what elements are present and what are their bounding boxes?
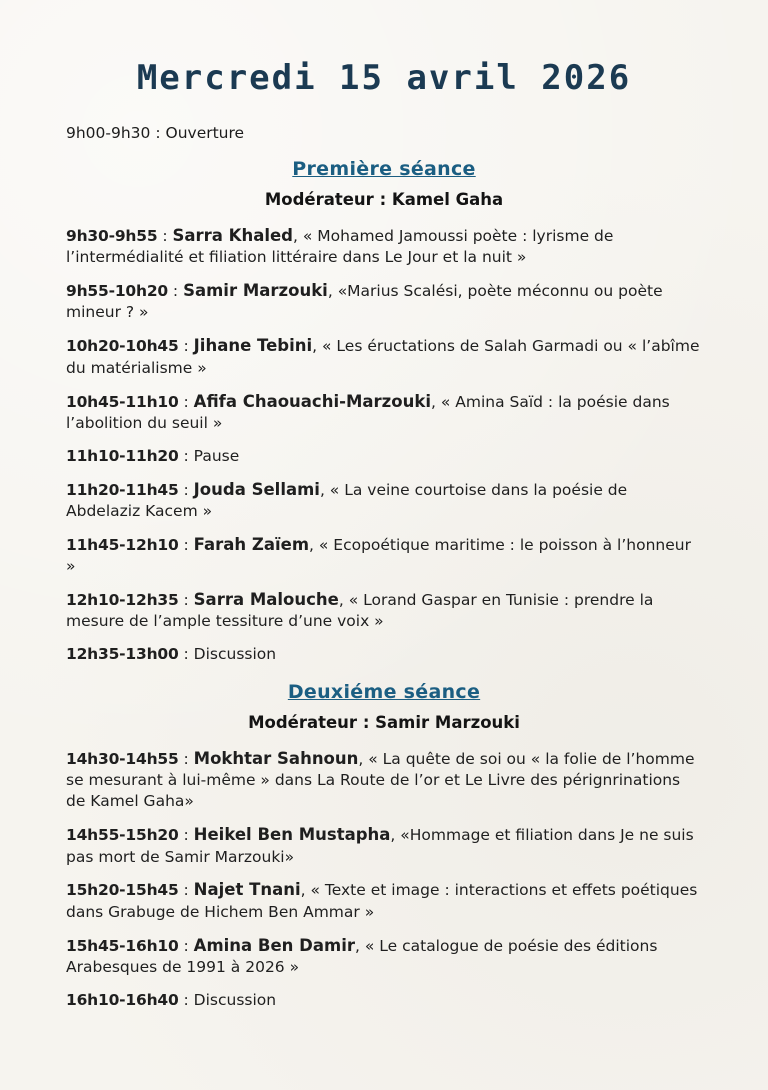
entry-speaker: Heikel Ben Mustapha bbox=[193, 825, 391, 845]
session-first bbox=[36, 158, 732, 665]
schedule-entry bbox=[36, 935, 732, 978]
schedule-entry bbox=[36, 644, 732, 665]
entry-separator: : bbox=[168, 282, 184, 301]
schedule-entry bbox=[36, 479, 732, 522]
entry-time: 11h10-11h20 bbox=[66, 446, 179, 465]
entry-text: , « Amina Saïd : la poésie dans l’abolition du seuil » bbox=[66, 392, 670, 432]
entry-separator: : bbox=[178, 645, 194, 664]
page-title: Mercredi 15 avril 2026 bbox=[136, 58, 632, 98]
entry-time: 12h35-13h00 bbox=[66, 645, 179, 664]
entry-time: 14h30-14h55 bbox=[66, 750, 179, 769]
entry-separator: : bbox=[178, 337, 194, 356]
entry-time: 10h20-10h45 bbox=[66, 337, 179, 356]
schedule-entry bbox=[36, 534, 732, 577]
schedule-entry bbox=[36, 748, 732, 812]
entry-speaker: Sarra Malouche bbox=[193, 590, 339, 610]
entry-separator: : bbox=[178, 750, 194, 769]
entry-separator: : bbox=[157, 227, 173, 245]
entry-time: 11h45-12h10 bbox=[66, 535, 179, 554]
entry-speaker: Farah Zaïem bbox=[193, 534, 310, 554]
entry-speaker: Jihane Tebini bbox=[193, 336, 313, 356]
entry-text: Discussion bbox=[193, 990, 277, 1009]
entry-speaker: Jouda Sellami bbox=[193, 479, 320, 499]
entry-time: 15h45-16h10 bbox=[66, 936, 179, 955]
entry-time: 10h45-11h10 bbox=[66, 392, 179, 411]
entry-time: 9h55-10h20 bbox=[66, 282, 168, 301]
entry-text: , « La quête de soi ou « la folie de l’homme se mesurant à lui-même » dans La Route de l’or et Le Livre des pérignrinations de Kamel Gaha» bbox=[66, 750, 695, 811]
entry-time: 16h10-16h40 bbox=[66, 990, 179, 1009]
entry-time: 14h55-15h20 bbox=[66, 826, 179, 845]
schedule-entry bbox=[36, 446, 732, 467]
entry-text: , « Ecopoétique maritime : le poisson à l’honneur » bbox=[66, 535, 691, 576]
entry-separator: : bbox=[178, 480, 194, 499]
entry-speaker: Samir Marzouki bbox=[183, 281, 328, 301]
entry-speaker: Najet Tnani bbox=[193, 880, 301, 900]
opening-line bbox=[36, 124, 732, 142]
entry-separator: : bbox=[178, 591, 194, 610]
entry-time: 15h20-15h45 bbox=[66, 881, 179, 900]
session-moderator: Modérateur : Samir Marzouki bbox=[248, 713, 520, 733]
entry-speaker: Sarra Khaled bbox=[172, 226, 293, 245]
entry-separator: : bbox=[178, 826, 194, 845]
entry-text: , « Les éructations de Salah Garmadi ou « l’abîme du matérialisme » bbox=[66, 337, 700, 377]
session-second bbox=[36, 681, 732, 1011]
session-heading: Première séance bbox=[292, 158, 476, 180]
session-heading: Deuxiéme séance bbox=[287, 681, 481, 704]
entry-text: Discussion bbox=[193, 645, 277, 664]
schedule-entry bbox=[36, 280, 732, 323]
schedule-entry bbox=[36, 335, 732, 378]
entry-separator: : bbox=[178, 535, 194, 554]
entry-separator: : bbox=[178, 936, 194, 955]
entry-text: , « Lorand Gaspar en Tunisie : prendre la mesure de l’ample tessiture d’une voix » bbox=[66, 591, 654, 631]
entry-separator: : bbox=[178, 392, 194, 411]
schedule-entry bbox=[36, 589, 732, 632]
schedule-entry bbox=[36, 824, 732, 867]
opening-time: 9h00-9h30 bbox=[66, 124, 151, 142]
entry-text: , «Marius Scalési, poète méconnu ou poète mineur ? » bbox=[66, 282, 663, 322]
entry-text: , « La veine courtoise dans la poésie de Abdelaziz Kacem » bbox=[66, 480, 628, 520]
entry-separator: : bbox=[178, 990, 194, 1009]
entry-speaker: Amina Ben Damir bbox=[193, 935, 355, 955]
entry-speaker: Afifa Chaouachi-Marzouki bbox=[193, 391, 431, 411]
entry-time: 9h30-9h55 bbox=[66, 227, 158, 245]
entry-time: 11h20-11h45 bbox=[66, 480, 179, 499]
schedule-entry bbox=[36, 391, 732, 434]
entry-speaker: Mokhtar Sahnoun bbox=[193, 749, 359, 769]
schedule-entry bbox=[36, 879, 732, 922]
session-moderator: Modérateur : Kamel Gaha bbox=[264, 190, 504, 209]
opening-label: : Ouverture bbox=[150, 124, 245, 142]
entry-text: , « Mohamed Jamoussi poète : lyrisme de l’intermédialité et filiation littéraire dans Le Jour et la nuit » bbox=[66, 227, 614, 267]
entry-separator: : bbox=[178, 881, 194, 900]
entry-text: , «Hommage et filiation dans Je ne suis pas mort de Samir Marzouki» bbox=[66, 826, 694, 866]
schedule-entry bbox=[36, 225, 732, 268]
entry-text: , « Texte et image : interactions et effets poétiques dans Grabuge de Hichem Ben Ammar » bbox=[66, 881, 698, 921]
entry-text: Pause bbox=[193, 446, 240, 465]
schedule-entry bbox=[36, 990, 732, 1011]
entry-text: , « Le catalogue de poésie des éditions Arabesques de 1991 à 2026 » bbox=[66, 936, 658, 976]
entry-separator: : bbox=[178, 446, 194, 465]
entry-time: 12h10-12h35 bbox=[66, 591, 179, 610]
